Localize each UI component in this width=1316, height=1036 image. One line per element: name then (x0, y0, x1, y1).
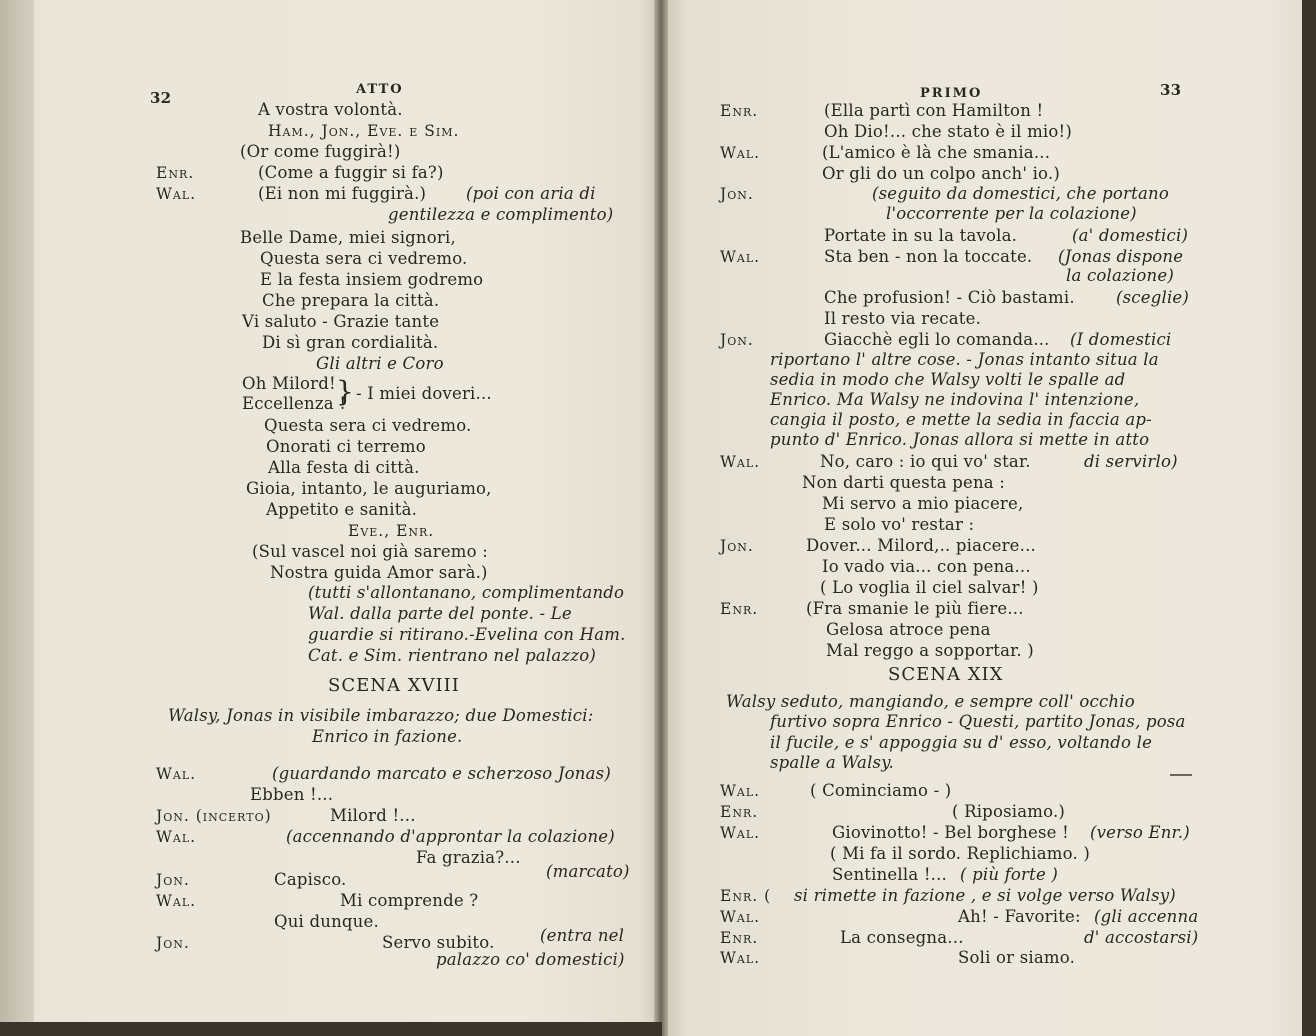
right-text-line: l'occorrente per la colazione) (886, 204, 1137, 223)
left-text-line: E la festa insiem godremo (260, 270, 484, 289)
right-text-line: E solo vo' restar : (824, 515, 975, 534)
right-text-line: Mi servo a mio piacere, (822, 494, 1024, 513)
right-text-line: Enrico. Ma Walsy ne indovina l' intenzione, (770, 390, 1140, 409)
left-page-number: 32 (150, 89, 172, 107)
right-stage-direction-line: furtivo sopra Enrico - Questi, partito Jonas, posa (770, 712, 1186, 731)
left-text-line: Onorati ci terremo (266, 437, 426, 456)
right-text-line: (a' domestici) (1072, 226, 1189, 245)
right-speaker-label: Jon. (720, 537, 754, 555)
right-text-line: Ah! - Favorite: (958, 907, 1081, 926)
left-text-line: Fa grazia?... (416, 848, 521, 867)
left-speaker-label: Wal. (156, 185, 197, 203)
left-text-line: (Come a fuggir si fa?) (258, 163, 444, 182)
left-speaker-label: Enr. (156, 164, 195, 182)
left-text-line: Eve., Enr. (348, 522, 435, 540)
left-speaker-label: Wal. (156, 765, 197, 783)
right-speaker-label: Enr. (720, 929, 759, 947)
right-text-line: (L'amico è là che smania... (822, 143, 1051, 162)
left-text-line: A vostra volontà. (258, 100, 403, 119)
left-text-line: gentilezza e complimento) (388, 205, 614, 224)
left-text-line: (poi con aria di (466, 184, 596, 203)
right-text-line: La consegna... (840, 928, 964, 947)
left-bracket: } (336, 375, 355, 408)
right-text-line: Io vado via... con pena... (822, 557, 1031, 576)
left-speaker-label: Jon. (incerto) (156, 807, 272, 825)
right-speaker-label: Wal. (720, 248, 761, 266)
left-text-line: Questa sera ci vedremo. (264, 416, 472, 435)
right-text-line: Sentinella !... (832, 865, 947, 884)
right-text-line: (Jonas dispone (1058, 247, 1184, 266)
left-text-line: Servo subito. (382, 933, 495, 952)
left-text-line: - I miei doveri... (356, 384, 492, 403)
left-text-line: (Sul vascel noi già saremo : (252, 542, 488, 561)
right-text-line: (verso Enr.) (1090, 823, 1190, 842)
right-text-line: sedia in modo che Walsy volti le spalle ad (770, 370, 1126, 389)
right-speaker-label: Enr. (720, 102, 759, 120)
right-text-line: ( Mi fa il sordo. Replichiamo. ) (830, 844, 1090, 863)
left-text-line: (Ei non mi fuggirà.) (258, 184, 427, 203)
right-scene-title: SCENA XIX (888, 664, 1004, 685)
left-speaker-label: Jon. (156, 934, 190, 952)
right-text-line: riportano l' altre cose. - Jonas intanto situa la (770, 350, 1159, 369)
right-text-line: d' accostarsi) (1084, 928, 1199, 947)
right-text-line: Mal reggo a sopportar. ) (826, 641, 1034, 660)
right-running-head: PRIMO (920, 86, 983, 101)
right-text-line: Il resto via recate. (824, 309, 982, 328)
right-text-line: Portate in su la tavola. (824, 226, 1018, 245)
right-page-number: 33 (1160, 81, 1182, 99)
right-speaker-label: Wal. (720, 144, 761, 162)
right-text-line: Or gli do un colpo anch' io.) (822, 164, 1060, 183)
left-text-line: Cat. e Sim. rientrano nel palazzo) (308, 646, 597, 665)
right-text-line: si rimette in fazione , e si volge verso Walsy) (794, 886, 1176, 905)
left-stage-direction-line: Walsy, Jonas in visibile imbarazzo; due Domestici: (168, 706, 594, 725)
right-text-line: Giovinotto! - Bel borghese ! (832, 823, 1069, 842)
right-text-line: cangia il posto, e mette la sedia in faccia ap- (770, 410, 1152, 429)
bottom-edge-shadow (0, 1022, 662, 1036)
left-speaker-label: Wal. (156, 828, 197, 846)
right-text-line: (gli accenna (1094, 907, 1199, 926)
right-text-line: punto d' Enrico. Jonas allora si mette in atto (770, 430, 1150, 449)
right-text-line: (sceglie) (1116, 288, 1190, 307)
left-text-line: (guardando marcato e scherzoso Jonas) (272, 764, 611, 783)
right-text-line: Sta ben - non la toccate. (824, 247, 1033, 266)
right-text-line: Gelosa atroce pena (826, 620, 991, 639)
book-gutter (654, 0, 668, 1036)
left-text-line: Alla festa di città. (268, 458, 420, 477)
left-text-line: (tutti s'allontanano, complimentando (308, 583, 625, 602)
left-text-line: Gli altri e Coro (316, 354, 444, 373)
right-speaker-label: Wal. (720, 949, 761, 967)
right-text-line: ( Riposiamo.) (952, 802, 1066, 821)
left-text-line: Di sì gran cordialità. (262, 333, 439, 352)
right-text-line: Che profusion! - Ciò bastami. (824, 288, 1075, 307)
right-text-line: la colazione) (1066, 266, 1174, 285)
left-text-line: Belle Dame, miei signori, (240, 228, 456, 247)
left-text-line: guardie si ritirano.-Evelina con Ham. (308, 625, 626, 644)
right-speaker-label: Wal. (720, 453, 761, 471)
left-speaker-label: Jon. (156, 871, 190, 889)
right-text-line: Dover... Milord,.. piacere... (806, 536, 1036, 555)
right-stage-direction-line: spalle a Walsy. (770, 753, 894, 772)
left-scene-title: SCENA XVIII (328, 675, 460, 696)
right-speaker-label: Wal. (720, 782, 761, 800)
right-speaker-label: Wal. (720, 908, 761, 926)
ink-mark (1170, 774, 1192, 776)
left-text-line: (accennando d'approntar la colazione) (286, 827, 615, 846)
left-text-line: Milord !... (330, 806, 416, 825)
right-text-line: (seguito da domestici, che portano (872, 184, 1169, 203)
right-stage-direction-line: il fucile, e s' appoggia su d' esso, voltando le (770, 733, 1153, 752)
right-speaker-label: Enr. ( (720, 887, 772, 905)
left-text-line: Wal. dalla parte del ponte. - Le (308, 604, 572, 623)
right-text-line: Giacchè egli lo comanda... (824, 330, 1050, 349)
left-text-line: Ebben !... (250, 785, 334, 804)
right-text-line: ( Lo voglia il ciel salvar! ) (820, 578, 1039, 597)
left-text-line: Eccellenza ! (242, 394, 347, 413)
left-running-head: ATTO (356, 82, 404, 97)
left-text-line: Gioia, intanto, le auguriamo, (246, 479, 492, 498)
left-text-line: Nostra guida Amor sarà.) (270, 563, 488, 582)
left-stage-direction-line: Enrico in fazione. (312, 727, 463, 746)
right-text-line: ( più forte ) (960, 865, 1058, 884)
right-speaker-label: Wal. (720, 824, 761, 842)
left-text-line: (marcato) (546, 862, 630, 881)
right-speaker-label: Enr. (720, 600, 759, 618)
right-text-line: Non darti questa pena : (802, 473, 1006, 492)
right-speaker-label: Jon. (720, 185, 754, 203)
right-text-line: ( Cominciamo - ) (810, 781, 952, 800)
right-speaker-label: Jon. (720, 331, 754, 349)
right-edge-shadow (1302, 0, 1316, 1036)
right-text-line: di servirlo) (1084, 452, 1178, 471)
right-text-line: No, caro : io qui vo' star. (820, 452, 1031, 471)
left-text-line: Oh Milord! (242, 374, 336, 393)
right-text-line: (Ella partì con Hamilton ! (824, 101, 1044, 120)
left-text-line: (entra nel (540, 926, 625, 945)
left-text-line: Appetito e sanità. (266, 500, 418, 519)
left-text-line: Ham., Jon., Eve. e Sim. (268, 122, 460, 140)
right-text-line: Oh Dio!... che stato è il mio!) (824, 122, 1073, 141)
left-text-line: Mi comprende ? (340, 891, 479, 910)
right-speaker-label: Enr. (720, 803, 759, 821)
left-text-line: (Or come fuggirà!) (240, 142, 401, 161)
left-text-line: Qui dunque. (274, 912, 379, 931)
left-text-line: Questa sera ci vedremo. (260, 249, 468, 268)
left-text-line: Che prepara la città. (262, 291, 440, 310)
right-stage-direction-line: Walsy seduto, mangiando, e sempre coll' occhio (726, 692, 1135, 711)
right-text-line: Soli or siamo. (958, 948, 1076, 967)
right-text-line: (I domestici (1070, 330, 1172, 349)
left-text-line: palazzo co' domestici) (436, 950, 625, 969)
left-text-line: Capisco. (274, 870, 347, 889)
left-speaker-label: Wal. (156, 892, 197, 910)
left-text-line: Vi saluto - Grazie tante (242, 312, 440, 331)
right-text-line: (Fra smanie le più fiere... (806, 599, 1024, 618)
